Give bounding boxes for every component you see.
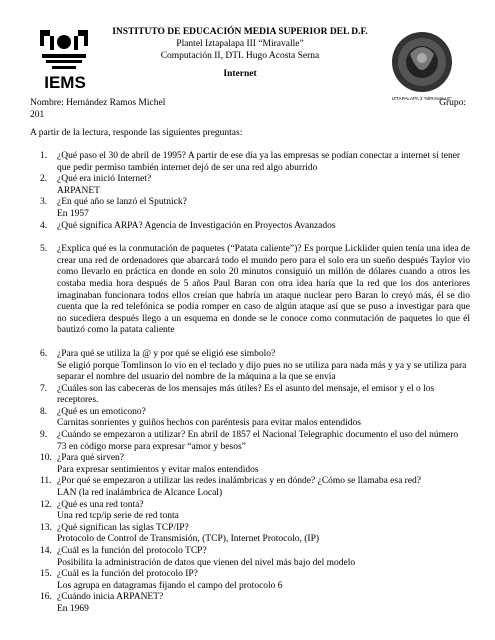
question-number: 2.	[40, 174, 48, 185]
seal-caption: IZTAPALAPA 3 "MIRAVALLE"	[391, 96, 453, 101]
question-number: 14.	[40, 546, 52, 556]
question-item	[30, 384, 470, 407]
question-number: 12.	[40, 499, 52, 510]
question-text: ¿Qué es un emoticono?	[57, 406, 146, 417]
question-item	[30, 197, 470, 220]
subject-title: Internet	[223, 69, 257, 79]
question-item	[30, 151, 470, 174]
question-item	[30, 453, 470, 476]
question-number: 15.	[40, 569, 52, 580]
question-number: 1.	[40, 151, 48, 161]
question-item	[30, 500, 470, 523]
question-text: ¿Qué es una red tonta?	[57, 499, 144, 510]
question-text: ¿Para qué se utiliza la @ y por qué se eligió ese símbolo?	[57, 348, 276, 359]
iems-logo-text: IEMS	[44, 73, 86, 92]
answer-text: Se eligió porque Tomlinson lo vio en el teclado y dijo pues no se utiliza para nada más y ya y se utiliza para separar el nombre del usuario del nombre de la máquina a la que se envía	[57, 360, 467, 383]
question-item	[30, 174, 470, 197]
student-info	[30, 97, 466, 121]
question-number: 9.	[40, 430, 48, 441]
department-line: Computación II, DTI. Hugo Acosta Serna	[160, 51, 320, 61]
student-name: Nombre: Hernández Ramos Michel	[30, 98, 166, 108]
question-number: 3.	[40, 197, 48, 208]
question-text: ¿Cuándo se empezaron a utilizar? En abril de 1857 el Nacional Telegraphic documento el uso del número 73 en código morse para expresar “amor y besos”	[57, 430, 459, 452]
question-number: 6.	[40, 348, 48, 359]
question-number: 13.	[40, 522, 52, 533]
question-item	[30, 244, 470, 337]
answer-text: Una red tcp/ip serie de red tonta	[57, 511, 179, 522]
institution-name: INSTITUTO DE EDUCACIÓN MEDIA SUPERIOR DEL D.F.	[112, 27, 368, 37]
question-number: 4.	[40, 220, 48, 231]
spacer	[30, 232, 470, 244]
spacer	[30, 337, 470, 349]
question-text: ¿Qué paso el 30 de abril de 1995? A partir de ese día ya las empresas se podían conectar a internet sí tener que pedir permiso también internet dejó de ser una red algo aburrido	[57, 151, 461, 173]
question-text: ¿Explica qué es la conmutación de paquetes (“Patata caliente”)? Es porque Licklider quien tenía una idea de crear una red de ordenadores que abarcará todo el mundo pero para el solo era un sueño después Taylor vio como llevarlo en práctica en donde en solo 20 minutos consiguió un millón de dólares cuando a otros les costaba media hora después de 5 años Paul Baran con otra idea haría que la red que los dos anteriores imaginaban funcionara todos ellos creían que habría un ataque nuclear pero Baran lo creyó más, él se dio cuenta que la red telefónica se podía romper en caso de algún ataque así que se puso a investigar para que no sucediera después llego a un esquema en donde se le conoce como conmutación de paquetes lo que él bautizó como la patata caliente	[57, 244, 470, 336]
question-text: ¿Por qué se empezaron a utilizar las redes inalámbricas y en dónde? ¿Cómo se llamaba esa red?	[57, 476, 422, 487]
question-item	[30, 221, 470, 233]
question-item	[30, 349, 470, 384]
question-number: 8.	[40, 406, 48, 417]
question-list	[30, 151, 470, 616]
question-number: 10.	[40, 453, 52, 464]
question-text: ¿Para qué sirven?	[57, 453, 124, 464]
answer-text: ARPANET	[57, 185, 100, 196]
question-text: ¿Qué era inició Internet?	[57, 174, 152, 185]
answer-text: Carnitas sonrientes y guiños hechos con paréntesis para evitar malos entendidos	[57, 418, 361, 429]
iems-logo	[30, 20, 100, 92]
question-item	[30, 546, 470, 569]
group-value: 201	[30, 110, 45, 120]
question-text: ¿Qué significa ARPA? Agencia de Investigación en Proyectos Avanzados	[57, 220, 336, 231]
group-label: Grupo:	[439, 98, 466, 108]
question-text: ¿En qué año se lanzó el Sputnick?	[57, 197, 187, 208]
answer-text: LAN (la red inalámbrica de Alcance Local)	[57, 488, 223, 499]
question-text: ¿Cuándo inicia ARPANET?	[57, 592, 164, 603]
question-text: ¿Cuál es la función del protocolo TCP?	[57, 546, 207, 556]
answer-text: Para expresar sentimientos y evitar malos entendidos	[57, 464, 259, 475]
question-item	[30, 592, 470, 615]
question-item	[30, 523, 470, 546]
question-number: 16.	[40, 592, 52, 603]
question-text: ¿Qué significan las siglas TCP/IP?	[57, 522, 189, 533]
answer-text: Los agrupa en datagramas fijando el campo del protocolo 6	[57, 580, 283, 591]
question-item	[30, 476, 470, 499]
instructions: A partir de la lectura, responde las siguientes preguntas:	[30, 128, 243, 138]
answer-text: Posibilita la administración de datos que vienen del nivel más bajo del modelo	[57, 557, 356, 568]
question-item	[30, 407, 470, 430]
answer-text: Protocolo de Control de Transmisión, (TCP), Internet Protocolo, (IP)	[57, 534, 320, 545]
question-text: ¿Cuál es la función del protocolo IP?	[57, 569, 198, 580]
answer-text: En 1957	[57, 208, 89, 219]
answer-text: En 1969	[57, 603, 89, 614]
question-number: 5.	[40, 244, 48, 255]
question-number: 7.	[40, 383, 48, 394]
question-number: 11.	[40, 476, 52, 487]
question-text: ¿Cuáles son las cabeceras de los mensajes más útiles? Es el asunto del mensaje, el emisor y el o los receptores.	[57, 383, 435, 406]
question-item	[30, 430, 470, 453]
campus-name: Plantel Iztapalapa III “Miravalle”	[176, 39, 304, 49]
question-item	[30, 569, 470, 592]
campus-seal-logo	[380, 24, 464, 108]
document-header	[100, 26, 380, 80]
